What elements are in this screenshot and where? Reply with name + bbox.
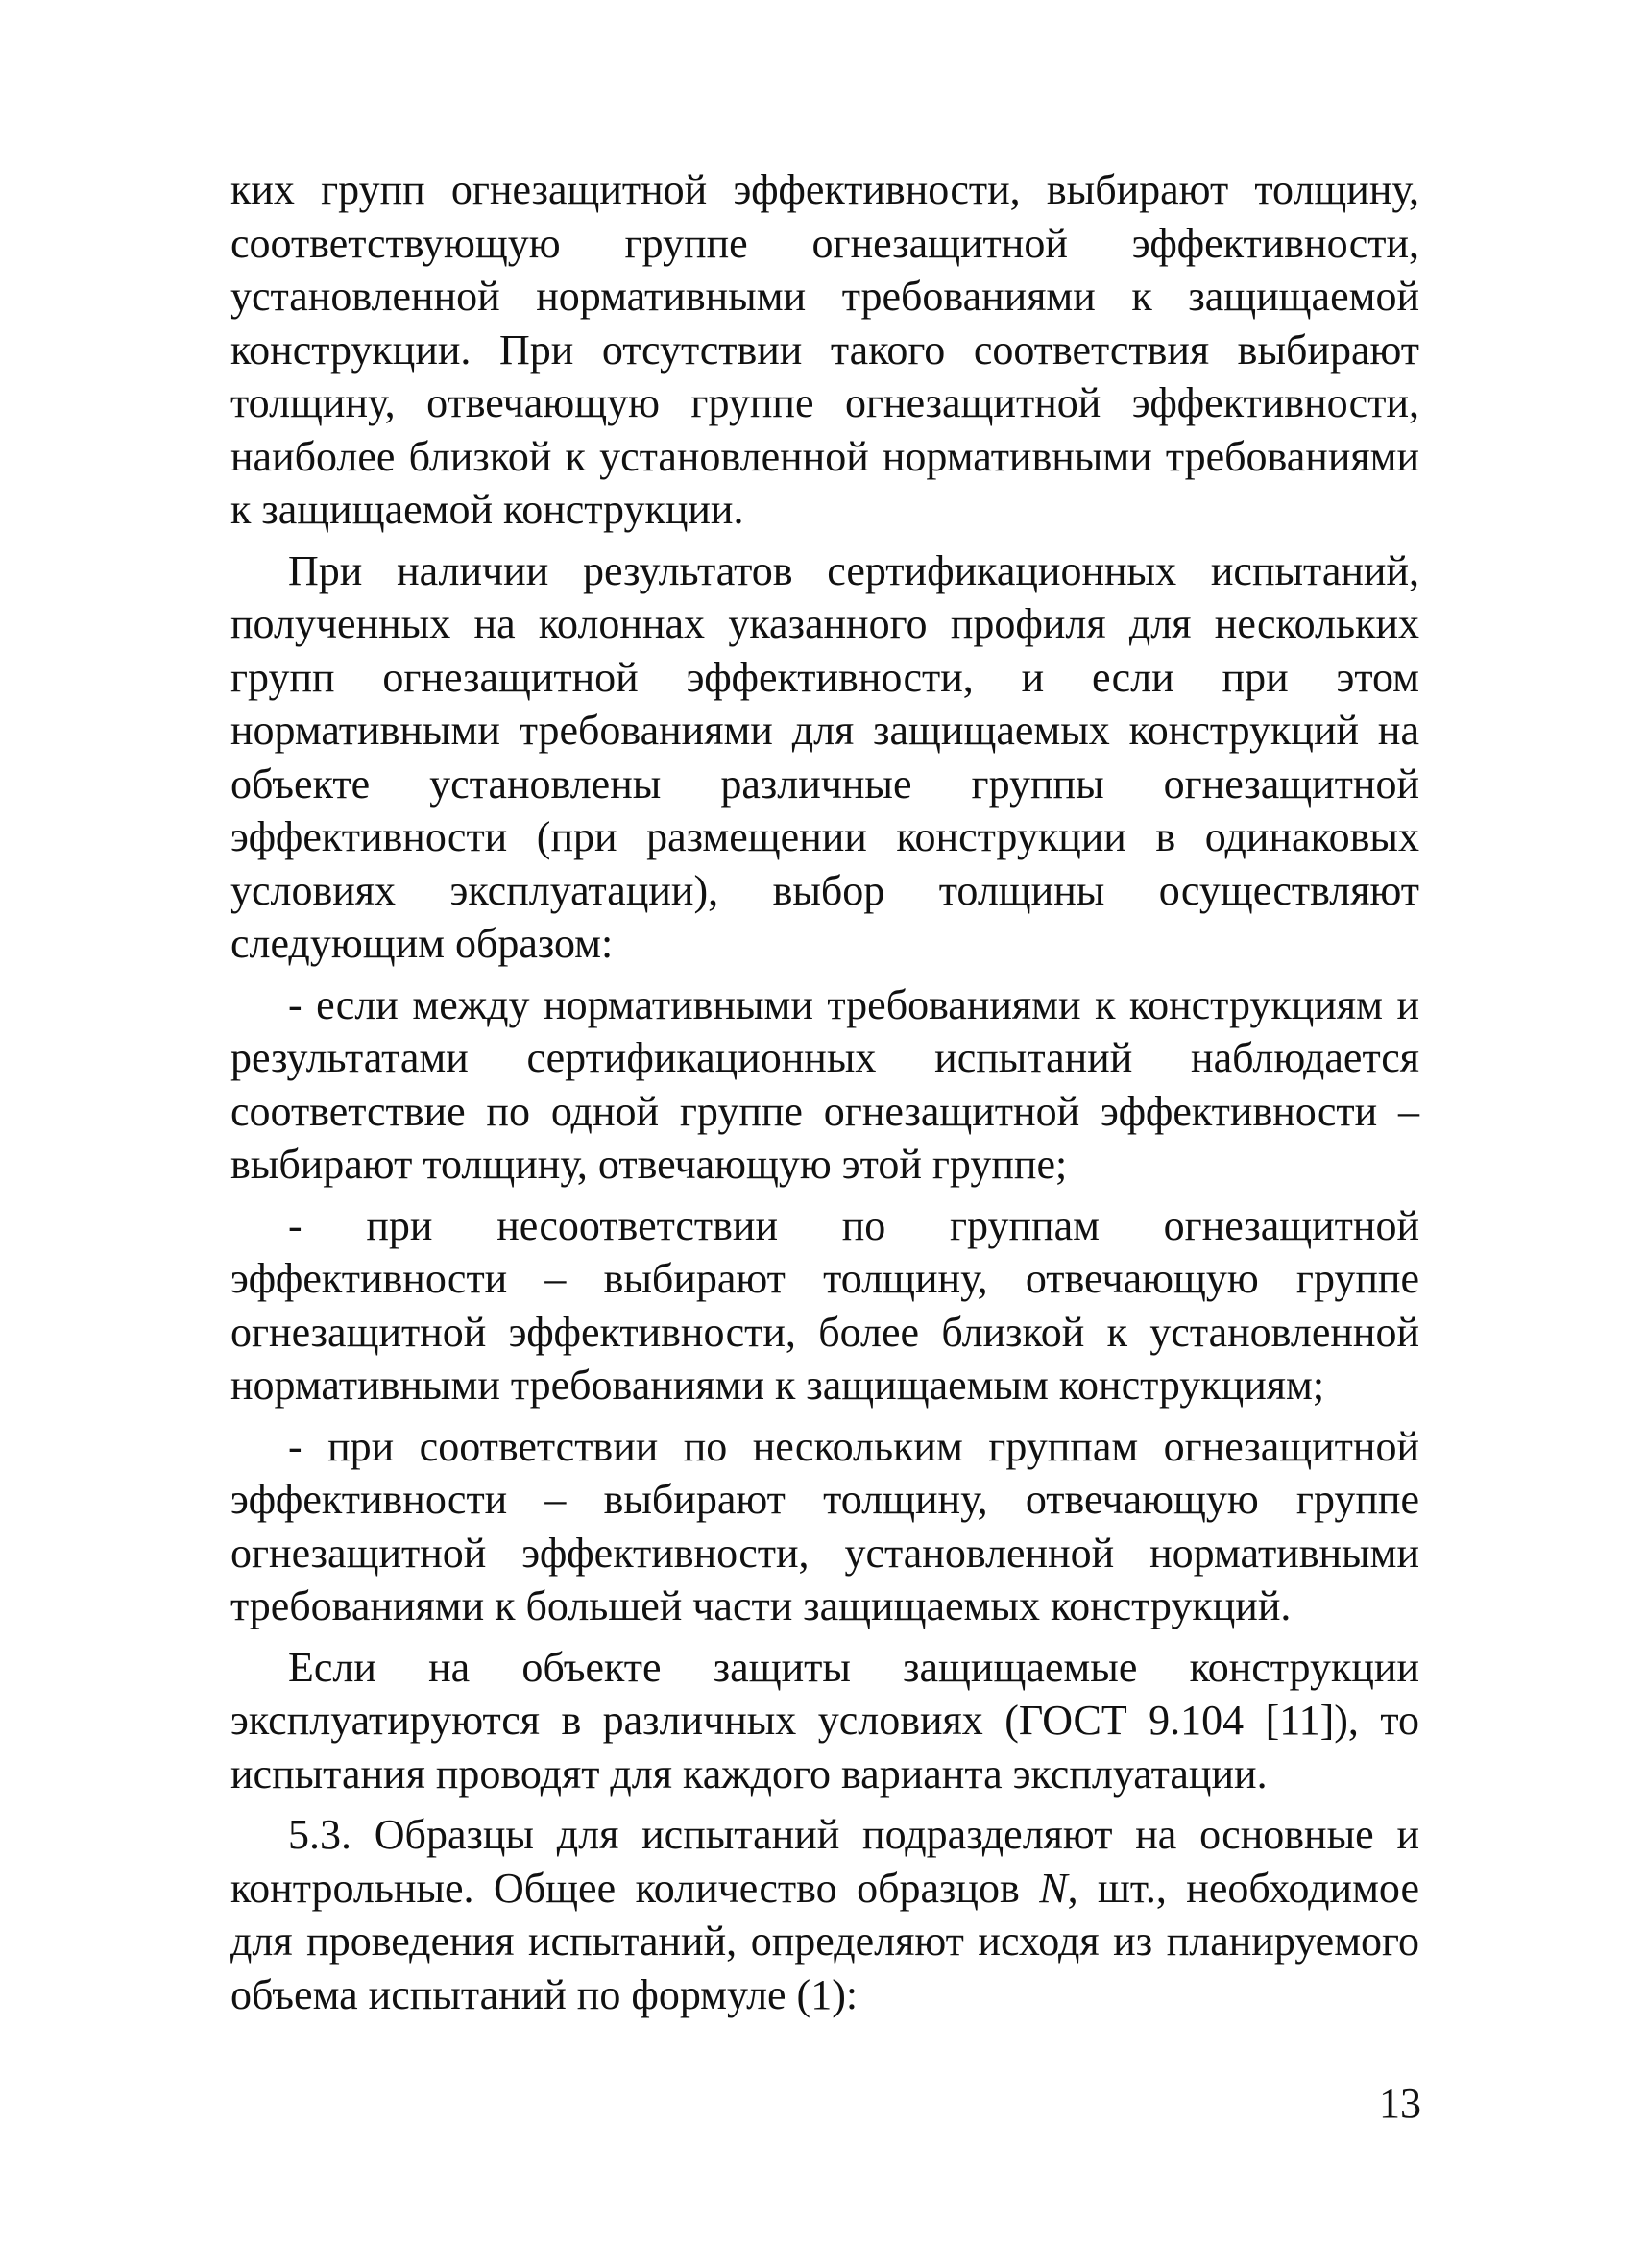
list-item-single-group-match: - если между нормативными требованиями к конструкциям и результатами сертификационных испытаний наблюдается соответствие по одной группе огнезащитной эффективности – выбирают толщину, отвечающую этой группе; (230, 980, 1419, 1188)
section-5-3-text-start: 5.3. Образцы для испытаний подразделяют на основные и контрольные. Общее количество образцов (230, 1811, 1419, 1912)
variable-n: N (1039, 1864, 1068, 1912)
paragraph-certification-results: При наличии результатов сертификационных испытаний, полученных на колоннах указанного профиля для нескольких групп огнезащитной эффективности, и если при этом нормативными требованиями для защищаемых конструкций на объекте установлены различные группы огнезащитной эффективности (при размещении конструкции в одинаковых условиях эксплуатации), выбор толщины осуществляют следующим образом: (230, 546, 1419, 967)
paragraph-section-5-3 (230, 1808, 1419, 2021)
section-5-3-text-end: , шт., необходимое для проведения испытаний, определяют исходя из планируемого объема испытаний по формуле (1): (230, 1864, 1419, 2018)
paragraph-continuation: ких групп огнезащитной эффективности, выбирают толщину, соответствующую группе огнезащитной эффективности, установленной нормативными требованиями к защищаемой конструкции. При отсутствии такого соответствия выбирают толщину, отвечающую группе огнезащитной эффективности, наиболее близкой к установленной нормативными требованиями к защищаемой конструкции. (230, 166, 1419, 533)
list-item-multiple-group-match: - при соответствии по нескольким группам огнезащитной эффективности – выбирают толщину, отвечающую группе огнезащитной эффективности, установленной нормативными требованиями к большей части защищаемых конструкций. (230, 1422, 1419, 1629)
list-item-group-mismatch: - при несоответствии по группам огнезащитной эффективности – выбирают толщину, отвечающую группе огнезащитной эффективности, более близкой к установленной нормативными требованиями к защищаемым конструкциям; (230, 1201, 1419, 1409)
page-number: 13 (1379, 2080, 1421, 2127)
paragraph-operating-conditions: Если на объекте защиты защищаемые конструкции эксплуатируются в различных условиях (ГОСТ 9.104 [11]), то испытания проводят для каждого варианта эксплуатации. (230, 1643, 1419, 1798)
page-body (230, 163, 1419, 2029)
